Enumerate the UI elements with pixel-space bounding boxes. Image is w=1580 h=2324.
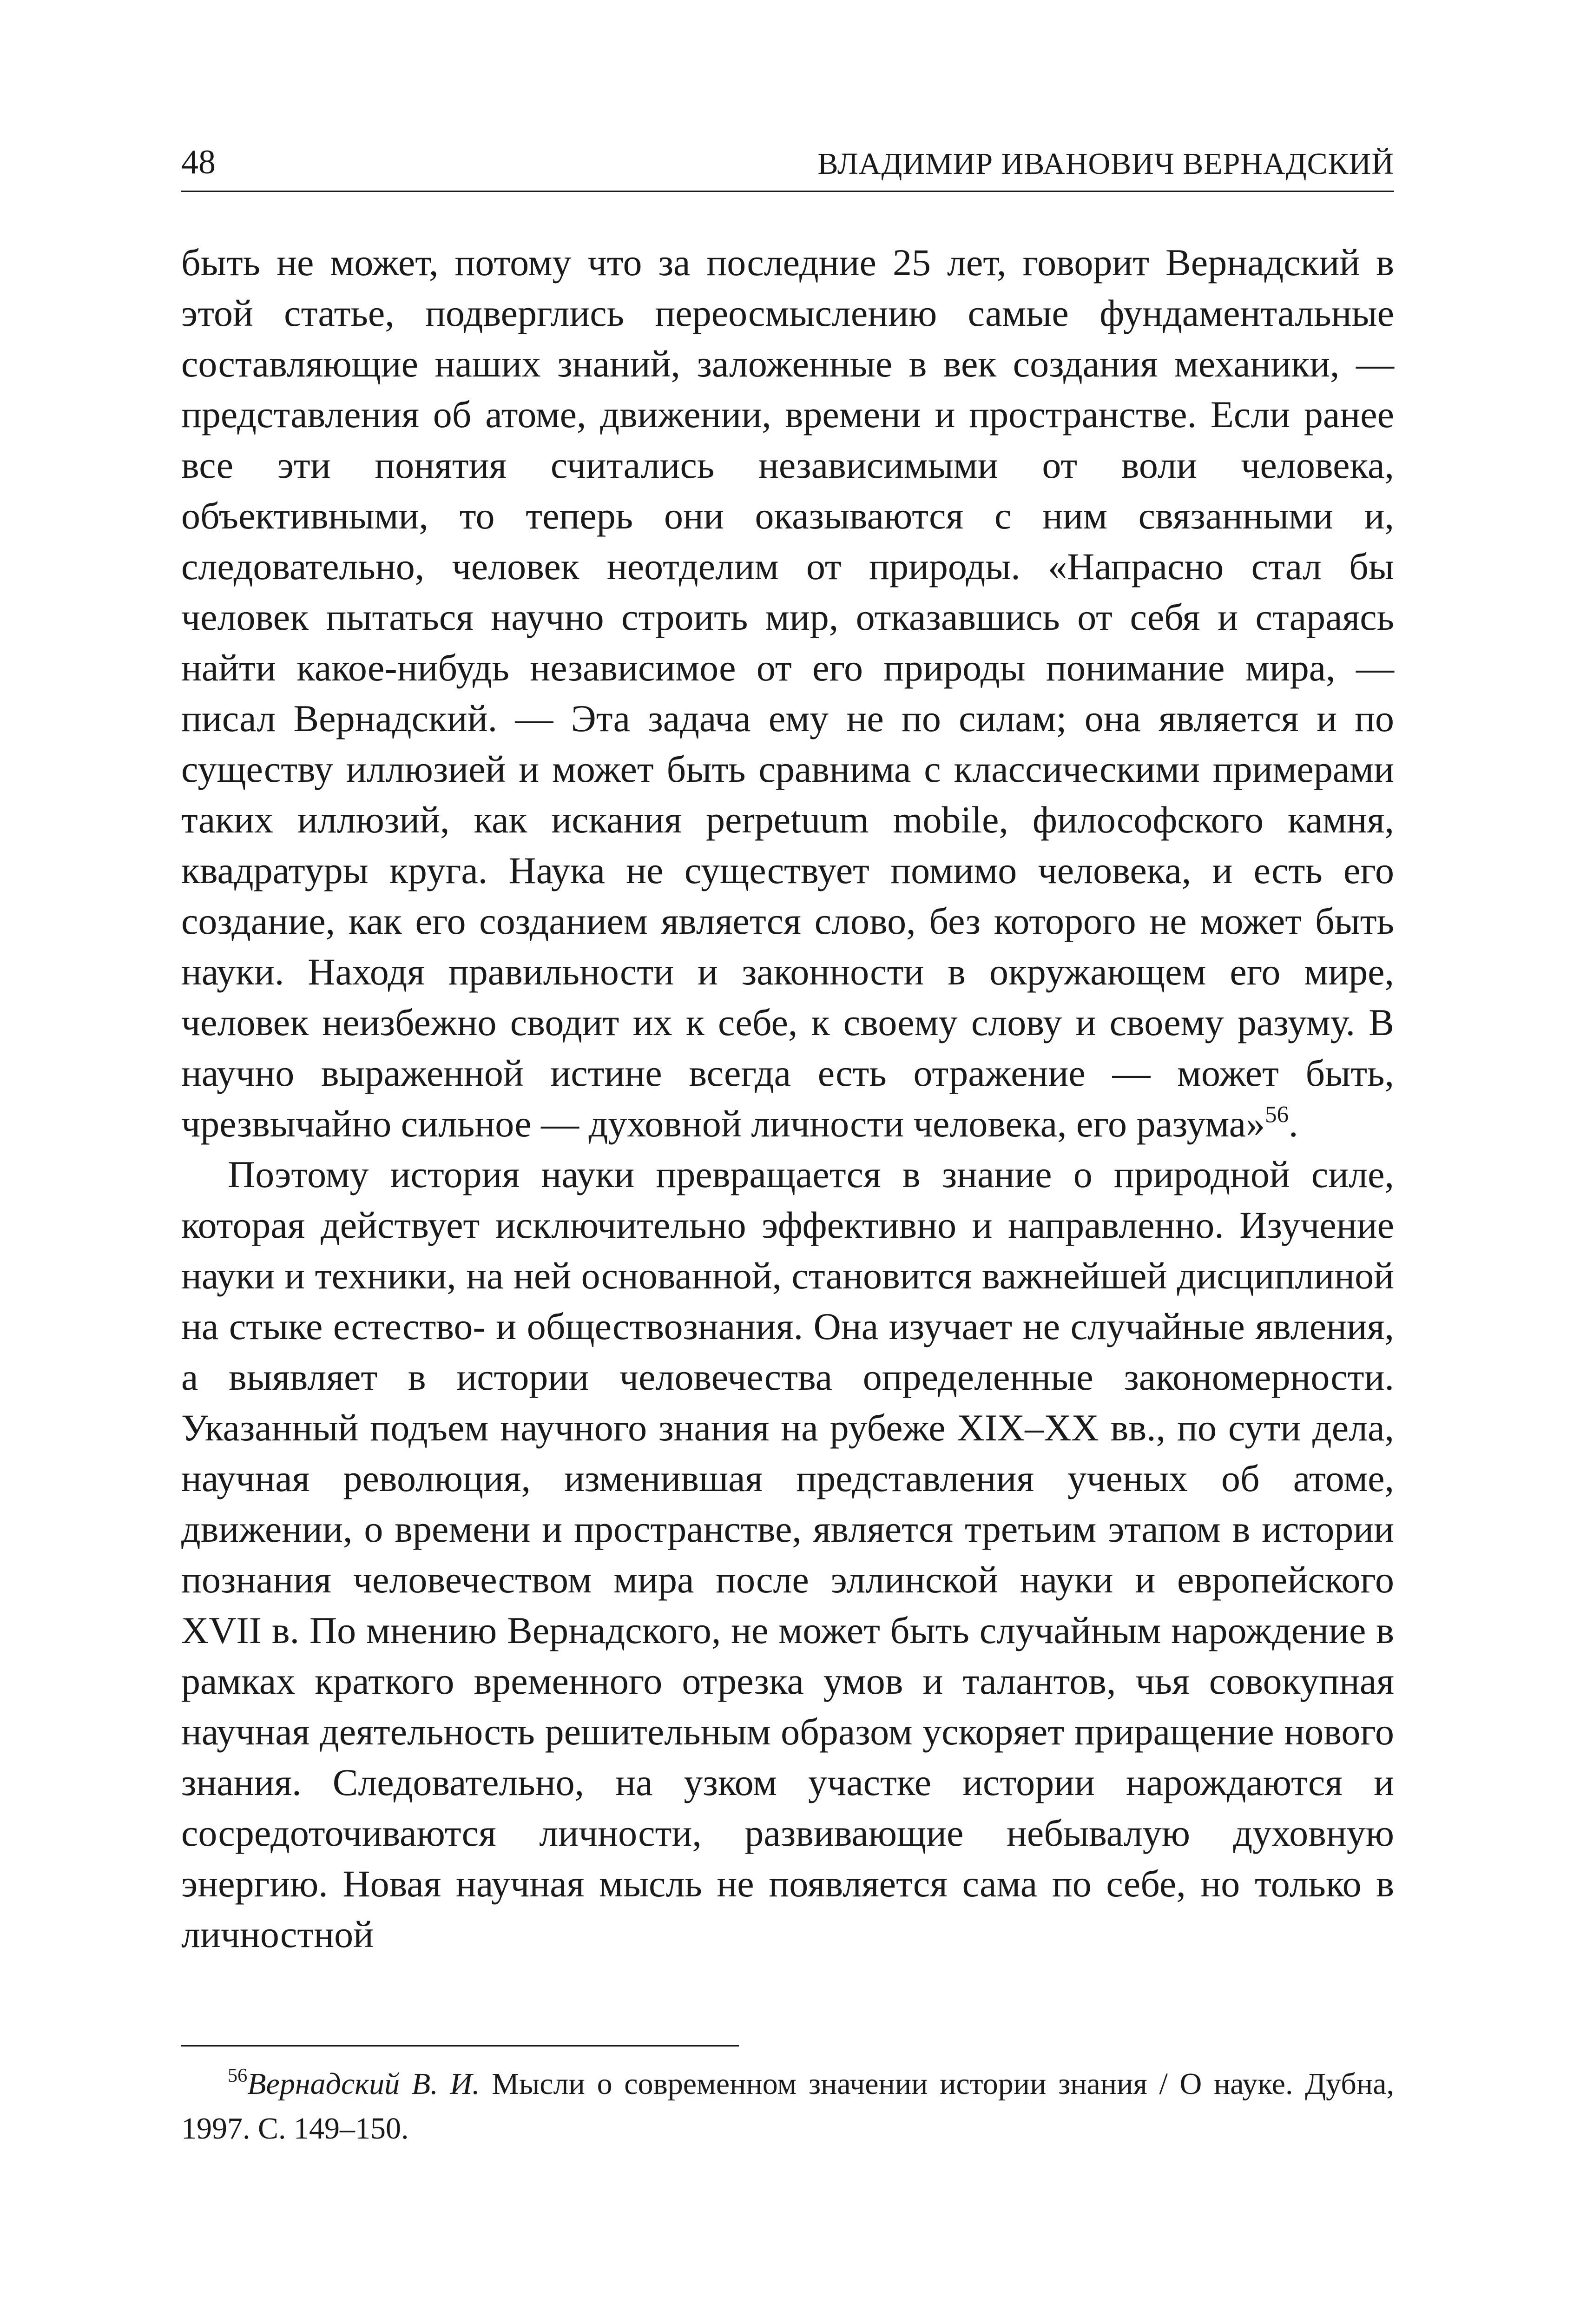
footnote-author: Вернадский В. И. <box>247 2067 480 2101</box>
paragraph-1-end: . <box>1288 1103 1298 1145</box>
footnote <box>181 2062 1394 2151</box>
main-text <box>181 237 1394 1960</box>
running-title: ВЛАДИМИР ИВАНОВИЧ ВЕРНАДСКИЙ <box>817 147 1394 181</box>
footnote-number: 56 <box>228 2064 248 2086</box>
footnote-reference: 56 <box>1265 1101 1289 1128</box>
footnote-entry <box>181 2062 1394 2151</box>
page-number: 48 <box>181 143 216 181</box>
paragraph-2: Поэтому история науки превращается в знание о природной силе, которая действует исключительно эффективно и направленно. Изучение науки и техники, на ней основанной, становится важнейшей дисциплиной на стыке естество- и обществознания. Она изучает не случайные явления, а выявляет в истории человечества определенные закономерности. Указанный подъем научного знания на рубеже XIX–XX вв., по сути дела, научная революция, изменившая представления ученых об атоме, движении, о времени и пространстве, является третьим этапом в истории познания человечеством мира после эллинской науки и европейского XVII в. По мнению Вернадского, не может быть случайным нарождение в рамках краткого временного отрезка умов и талантов, чья совокупная научная деятельность решительным образом ускоряет приращение нового знания. Следовательно, на узком участке истории нарождаются и сосредоточиваются личности, развивающие небывалую духовную энергию. Новая научная мысль не появляется сама по себе, но только в личностной <box>181 1153 1394 1955</box>
footnote-text: Мысли о современном значении истории знания / О науке. Дубна, 1997. С. 149–150. <box>181 2067 1395 2146</box>
paragraph-1 <box>181 237 1394 1149</box>
footnote-separator <box>181 2045 739 2047</box>
running-header <box>181 135 1394 192</box>
paragraph-1-text: быть не может, потому что за последние 25 лет, говорит Вернадский в этой статье, подверглись переосмыслению самые фундаментальные составляющие наших знаний, заложенные в век создания механики, — представления об атоме, движении, времени и пространстве. Если ранее все эти понятия считались независимыми от воли человека, объективными, то теперь они оказываются с ним связанными и, следовательно, человек неотделим от природы. «Напрасно стал бы человек пытаться научно строить мир, отказавшись от себя и стараясь найти какое-нибудь независимое от его природы понимание мира, — писал Вернадский. — Эта задача ему не по силам; она является и по существу иллюзией и может быть сравнима с классическими примерами таких иллюзий, как искания perpetuum mobile, философского камня, квадратуры круга. Наука не существует помимо человека, и есть его создание, как его созданием является слово, без которого не может быть науки. Находя правильности и законности в окружающем его мире, человек неизбежно сводит их к себе, к своему слову и своему разуму. В научно выраженной истине всегда есть отражение — может быть, чрезвычайно сильное — духовной личности человека, его разума» <box>181 241 1394 1145</box>
